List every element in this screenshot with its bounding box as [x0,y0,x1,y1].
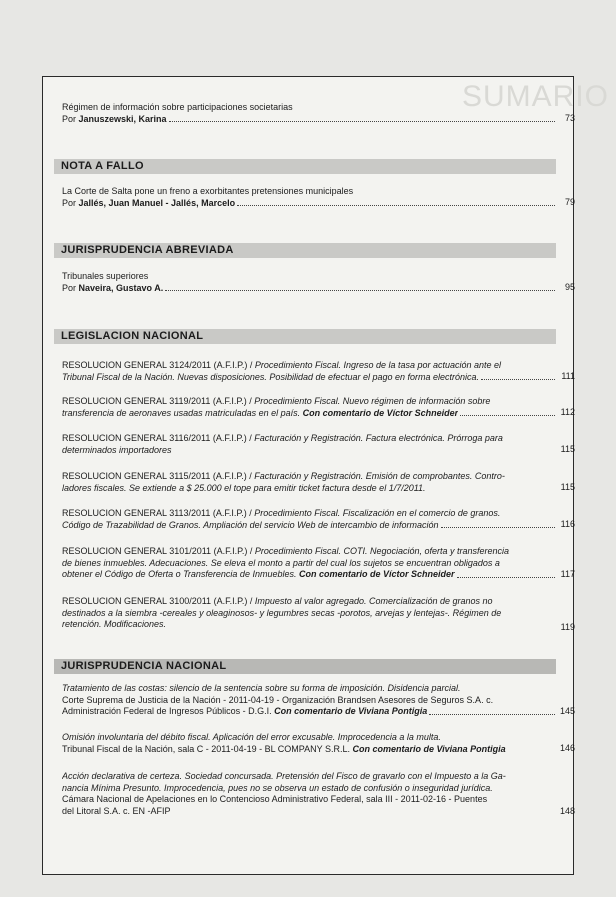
page-number: 119 [560,622,575,632]
entry-author: Jallés, Juan Manuel - Jallés, Marcelo [78,197,236,208]
page-number: 112 [560,407,575,417]
toc-entry[interactable]: RESOLUCION GENERAL 3101/2011 (A.F.I.P.) / Procedimiento Fiscal. COTI. Negociación, oferta y transferencia de bienes inmuebles. Adecuaciones. Se eleva el monto a partir del cual los sujetos se encuentran obligados a obtener el Código de Oferta o Transferencia de Inmuebles. Con comentario de Víctor Schneider 117 [62,546,575,579]
entry-author: Naveira, Gustavo A. [78,282,164,293]
toc-entry[interactable]: RESOLUCION GENERAL 3124/2011 (A.F.I.P.) / Procedimiento Fiscal. Ingreso de la tasa por actuación ante el Tribunal Fiscal de la Nación. Nuevas disposiciones. Posibilidad de efectuar el pago en forma electrónica. 111 [62,360,575,382]
entry-title: La Corte de Salta pone un freno a exorbitantes pretensiones municipales [62,186,354,196]
toc-entry[interactable]: RESOLUCION GENERAL 3119/2011 (A.F.I.P.) / Procedimiento Fiscal. Nuevo régimen de información sobre transferencia de aeronaves usadas matriculadas en el país. Con comentario de Víctor Schneider 112 [62,396,575,418]
comment-author: Con comentario de Víctor Schneider [299,569,455,579]
toc-entry[interactable]: RESOLUCION GENERAL 3115/2011 (A.F.I.P.) / Facturación y Registración. Emisión de comprobantes. Contro- ladores fiscales. Se extiende a $ 25.000 el tope para emitir ticket factura desde el 1/7/2011. 115 [62,471,575,493]
section-legislacion-nacional: LEGISLACION NACIONAL [54,329,556,344]
entry-title: Régimen de información sobre participaciones societarias [62,102,293,112]
page-number: 146 [559,743,575,753]
page-number: 117 [560,569,575,579]
page-number: 115 [560,482,575,492]
bleed-through-heading: SUMARIO [462,80,610,113]
toc-entry[interactable]: Omisión involuntaria del débito fiscal. Aplicación del error excusable. Improcedencia a la multa. Tribunal Fiscal de la Nación, sala C - 2011-04-19 - BL COMPANY S.R.L. Con comentario de Viviana Pontigia 146 [62,732,575,754]
page-number: 145 [559,706,575,716]
toc-entry[interactable]: Tratamiento de las costas: silencio de la sentencia sobre su forma de imposición. Disidencia parcial. Corte Suprema de Justicia de la Nación - 2011-04-19 - Organización Brandsen Asesores de Seguros S.A. c. Administración Federal de Ingresos Públicos - D.G.I. Con comentario de Viviana Pontigia 145 [62,683,575,716]
page-number: 115 [560,444,575,454]
toc-entry[interactable]: La Corte de Salta pone un freno a exorbitantes pretensiones municipales Por Jallés, Juan Manuel - Jallés, Marcelo 79 [62,186,575,208]
comment-author: Con comentario de Viviana Pontigia [274,706,428,716]
toc-entry[interactable]: RESOLUCION GENERAL 3116/2011 (A.F.I.P.) / Facturación y Registración. Factura electrónica. Prórroga para determinados importadores 115 [62,433,575,455]
page-number: 73 [564,113,575,123]
section-jurisprudencia-nacional: JURISPRUDENCIA NACIONAL [54,659,556,674]
toc-entry[interactable]: Régimen de información sobre participaciones societarias Por Januszewski, Karina 73 [62,102,575,124]
page-number: 95 [564,282,575,292]
toc-entry[interactable]: RESOLUCION GENERAL 3100/2011 (A.F.I.P.) / Impuesto al valor agregado. Comercialización de granos no destinados a la siembra -cereales y oleaginosos- y legumbres secas -porotos, arvejas y lentejas-. Régimen de retención. Modificaciones. 119 [62,596,575,632]
toc-entry[interactable]: RESOLUCION GENERAL 3113/2011 (A.F.I.P.) / Procedimiento Fiscal. Fiscalización en el comercio de granos. Código de Trazabilidad de Granos. Ampliación del servicio Web de intercambio de información 116 [62,508,575,530]
section-jurisprudencia-abreviada: JURISPRUDENCIA ABREVIADA [54,243,556,258]
toc-entry[interactable]: Tribunales superiores Por Naveira, Gustavo A. 95 [62,271,575,293]
page-number: 148 [559,806,575,816]
entry-author: Januszewski, Karina [78,113,167,124]
comment-author: Con comentario de Viviana Pontigia [352,743,506,754]
toc-entry[interactable]: Acción declarativa de certeza. Sociedad concursada. Pretensión del Fisco de gravarlo con el Impuesto a la Ga- nancia Mínima Presunto. Improcedencia, pues no se observa un estado de confusión o inseguridad jurídica. Cámara Nacional de Apelaciones en lo Contencioso Administrativo Federal, sala III - 2011-02-16 - Puentes del Litoral S.A. c. EN -AFIP 148 [62,771,575,816]
comment-author: Con comentario de Víctor Schneider [302,407,459,418]
entry-title: Tribunales superiores [62,271,149,281]
page-number: 116 [560,519,575,529]
page-number: 111 [561,371,575,381]
page-number: 79 [564,197,575,207]
section-nota-a-fallo: NOTA A FALLO [54,159,556,174]
